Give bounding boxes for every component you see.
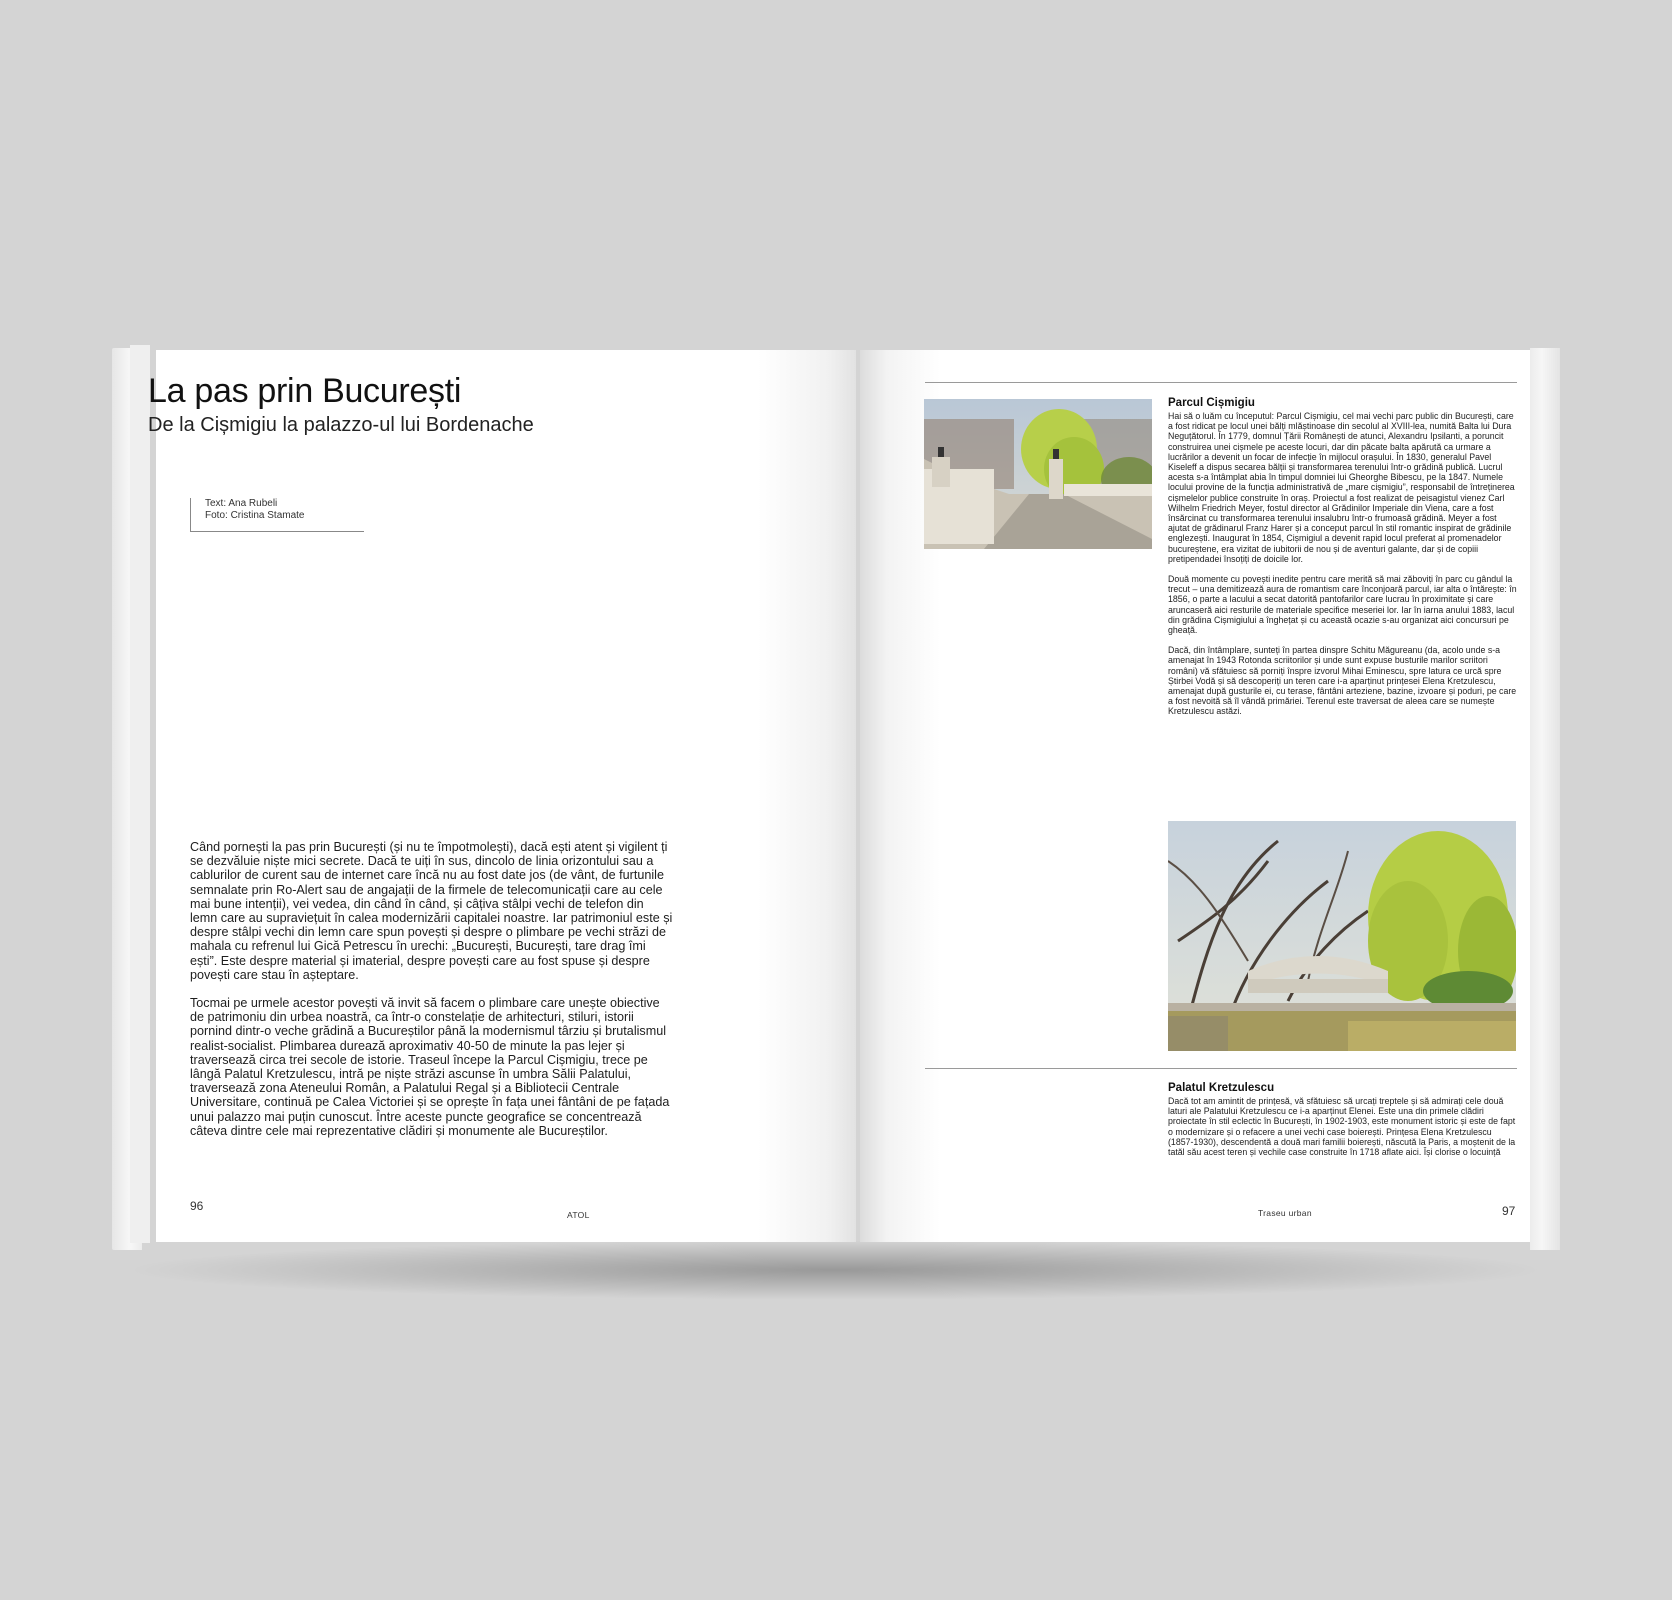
intro-paragraph: Tocmai pe urmele acestor povești vă invit să facem o plimbare care unește obiective de patrimoniu din urbea noastră, ca într-o constelație de arhitecturi, stiluri, istorii pornind dintr-o veche grădină a Bucureștilor până la modernismul târziu și brutalismul realist-socialist. Plimbarea durează aproximativ 40-50 de minute la pas lejer și traversează circa trei secole de istorie. Traseul începe la Parcul Cișmigiu, trece pe lângă Palatul Kretzulescu, intră pe niște străzi ascunse în umbra Sălii Palatului, traversează zona Ateneului Român, a Palatului Regal și a Bibliotecii Centrale Universitare, continuă pe Calea Victoriei și se oprește în fața unei fântâni de pe fațada unui palazzo mai puțin cunoscut. Între aceste puncte geografice se concentrează câteva dintre cele mai reprezentative clădiri și monumente ale Bucureștilor. (190, 996, 670, 1138)
page-stack-left-inner (130, 345, 150, 1243)
article-title: La pas prin București (148, 372, 462, 410)
article-subtitle: De la Cișmigiu la palazzo-ul lui Bordenache (148, 414, 534, 436)
credit-text: Text: Ana Rubeli (205, 498, 278, 509)
page-number-left: 96 (190, 1199, 204, 1213)
page-number-right: 97 (1502, 1204, 1516, 1218)
section-rule (925, 1068, 1517, 1069)
running-title-right: Traseu urban (1258, 1208, 1312, 1218)
credit-photo: Foto: Cristina Stamate (205, 510, 305, 521)
section-rule (925, 382, 1517, 383)
section-text (1168, 411, 1518, 727)
intro-text (190, 840, 674, 1152)
cismigiu-bridge-photo (924, 399, 1152, 549)
section-paragraph: Dacă tot am amintit de prințesă, vă sfătuiesc să urcați treptele și să admirați cele două laturi ale Palatului Kretzulescu ce i-a aparținut Elenei. Este una din primele clădiri proiectate în stil eclectic în București, în 1902-1903, este monument istoric și este de fapt o modernizare și o refacere a unei vechi case boierești. Prințesa Elena Kretzulescu (1857-1930), descendentă a două mari familii boierești, născută la Paris, a moștenit de la tatăl său acest teren și vechile case construite în 1718 aflate aici. Își clorise o locuință (1168, 1096, 1516, 1158)
credits-box (190, 498, 364, 532)
section-heading: Parcul Cișmigiu (1168, 397, 1255, 409)
cismigiu-lake-photo (1168, 821, 1516, 1051)
section-paragraph: Două momente cu povești inedite pentru care merită să mai zăboviți în parc cu gândul la trecut – una demitizează aura de romantism care înconjoară parcul, iar alta o întărește: în 1856, o parte a lacului a secat datorită pantofarilor care lucrau în proximitate și care aruncaseră aici resturile de materiale specifice meseriei lor. Iar în iarna anului 1883, lacul din grădina Cișmigiului a înghețat și cu această ocazie s-au organizat aici concursuri pe gheață. (1168, 574, 1517, 636)
section-heading: Palatul Kretzulescu (1168, 1082, 1275, 1094)
intro-paragraph: Când pornești la pas prin București (și nu te împotmolești), dacă ești atent și vigilent ți se dezvăluie niște mici secrete. Dacă te uiți în sus, dincolo de linia orizontului sau a cablurilor de curent sau de internet care încă nu au fost date jos (de vânt, de furtunile semnalate prin Ro-Alert sau de angajații de la firmele de telecomunicații care au cele mai bune intenții), vei vedea, din când în când, și câțiva stâlpi vechi de telefon din lemn care au supraviețuit în calea modernizării capitalei noastre. Iar patrimoniul este și despre stâlpi vechi din lemn care spun povești și despre o plimbare pe vechi străzi de mahala cu refrenul lui Gică Petrescu în urechi: „București, București, tare drag îmi ești”. Este despre material și imaterial, despre povești care au fost spuse și despre povești care stau în așteptare. (190, 840, 673, 982)
page-stack-right (1530, 348, 1560, 1250)
section-paragraph: Hai să o luăm cu începutul: Parcul Cișmigiu, cel mai vechi parc public din București, care a fost ridicat pe locul unei bălți mlăștinoase din secolul al XVIII-lea, numită Balta lui Dura Neguțătorul. În 1779, domnul Țării Românești de atunci, Alexandru Ipsilanti, a poruncit construirea unei cișmele pe aceste locuri, dar din păcate balta apărută ca urmare a lucrărilor a devenit un focar de infecție în mijlocul orașului. În 1830, generalul Pavel Kiseleff a dispus secarea bălții și transformarea terenului într-o grădină publică. Lucrul acesta s-a întâmplat abia în timpul domniei lui Gheorghe Bibescu, pe la 1847. Numele locului provine de la funcția administrativă de „mare cișmigiu”, responsabil de întreținerea cișmelelor publice construite în oraș. Proiectul a fost realizat de peisagistul vienez Carl Wilhelm Friedrich Meyer, fostul director al Grădinilor Imperiale din Viena, care a fost însărcinat cu transformarea terenului insalubru într-o frumoasă grădină. Meyer a fost ajutat de grădinarul Franz Harer și a conceput parcul în stil romantic inspirat de grădinile englezești. Inaugurat în 1854, Cișmigiul a devenit rapid locul preferat al promenadelor bucureștene, era vizitat de iubitorii de nou și de aventuri galante, dar și de copiii pretipendadei însoțiți de doicile lor. (1168, 411, 1515, 564)
running-title-left: ATOL (567, 1210, 590, 1220)
section-text (1168, 1096, 1518, 1167)
section-paragraph: Dacă, din întâmplare, sunteți în partea dinspre Schitu Măgureanu (da, acolo unde s-a amenajat în 1943 Rotonda scriitorilor și unde sunt expuse busturile marilor scriitori români) vă sfătuiesc să porniți înspre izvorul Mihai Eminescu, spre latura ce urcă spre Știrbei Vodă și să descoperiți un teren care i-a aparținut prințesei Elena Kretzulescu, amenajat după gusturile ei, cu terase, fântâni arteziene, bazine, izvoare și poduri, pe care a fost nevoită să îl vândă primăriei. Terenul este traversat de aleea care se numește Kretzulescu astăzi. (1168, 645, 1517, 717)
